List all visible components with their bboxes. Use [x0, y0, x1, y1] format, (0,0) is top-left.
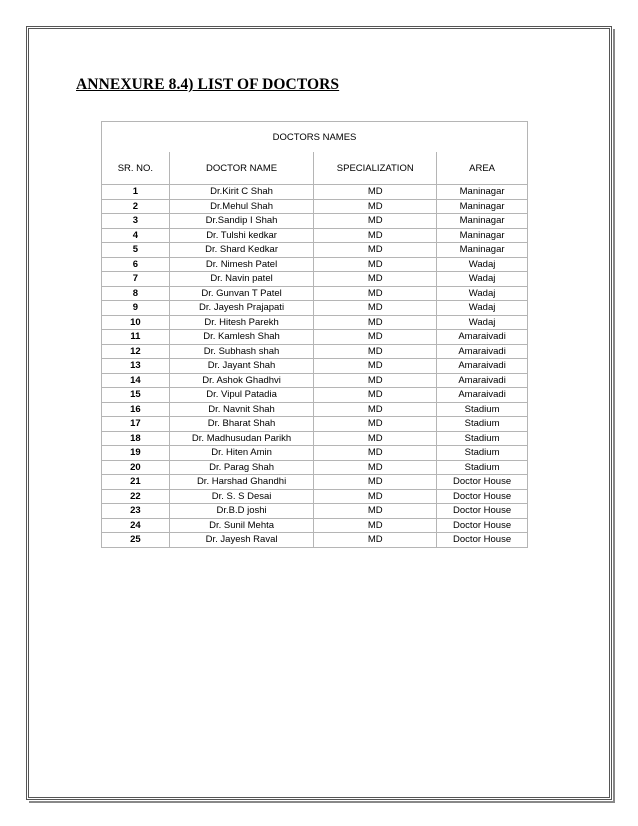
doctor-name-cell: Dr. Shard Kedkar [169, 243, 314, 258]
doctor-name-cell: Dr. S. S Desai [169, 489, 314, 504]
area-cell: Stadium [437, 402, 528, 417]
doctor-name-cell: Dr. Harshad Ghandhi [169, 475, 314, 490]
specialization-cell: MD [314, 185, 437, 200]
table-row [102, 388, 528, 403]
column-header-specialization: SPECIALIZATION [314, 152, 437, 185]
specialization-cell: MD [314, 301, 437, 316]
area-cell: Doctor House [437, 518, 528, 533]
sr-no-cell: 13 [102, 359, 170, 374]
sr-no-cell: 9 [102, 301, 170, 316]
specialization-cell: MD [314, 286, 437, 301]
doctor-name-cell: Dr.Kirit C Shah [169, 185, 314, 200]
sr-no-cell: 22 [102, 489, 170, 504]
area-cell: Stadium [437, 417, 528, 432]
sr-no-cell: 15 [102, 388, 170, 403]
area-cell: Wadaj [437, 315, 528, 330]
sr-no-cell: 19 [102, 446, 170, 461]
specialization-cell: MD [314, 504, 437, 519]
area-cell: Doctor House [437, 533, 528, 548]
doctor-name-cell: Dr. Jayant Shah [169, 359, 314, 374]
sr-no-cell: 14 [102, 373, 170, 388]
sr-no-cell: 18 [102, 431, 170, 446]
specialization-cell: MD [314, 257, 437, 272]
sr-no-cell: 23 [102, 504, 170, 519]
table-row [102, 373, 528, 388]
doctor-name-cell: Dr. Hitesh Parekh [169, 315, 314, 330]
area-cell: Wadaj [437, 286, 528, 301]
doctors-table [101, 121, 528, 548]
table-row [102, 417, 528, 432]
doctor-name-cell: Dr. Navnit Shah [169, 402, 314, 417]
table-row [102, 301, 528, 316]
sr-no-cell: 17 [102, 417, 170, 432]
specialization-cell: MD [314, 489, 437, 504]
specialization-cell: MD [314, 330, 437, 345]
specialization-cell: MD [314, 475, 437, 490]
area-cell: Maninagar [437, 199, 528, 214]
area-cell: Wadaj [437, 257, 528, 272]
specialization-cell: MD [314, 460, 437, 475]
sr-no-cell: 4 [102, 228, 170, 243]
area-cell: Wadaj [437, 272, 528, 287]
doctor-name-cell: Dr.Sandip I Shah [169, 214, 314, 229]
specialization-cell: MD [314, 344, 437, 359]
table-row [102, 315, 528, 330]
doctor-name-cell: Dr. Jayesh Prajapati [169, 301, 314, 316]
specialization-cell: MD [314, 214, 437, 229]
sr-no-cell: 20 [102, 460, 170, 475]
column-header-sr-no: SR. NO. [102, 152, 170, 185]
area-cell: Amaraivadi [437, 344, 528, 359]
doctor-name-cell: Dr. Parag Shah [169, 460, 314, 475]
specialization-cell: MD [314, 431, 437, 446]
specialization-cell: MD [314, 533, 437, 548]
table-row [102, 257, 528, 272]
area-cell: Stadium [437, 460, 528, 475]
table-row [102, 228, 528, 243]
doctor-name-cell: Dr. Kamlesh Shah [169, 330, 314, 345]
sr-no-cell: 12 [102, 344, 170, 359]
doctor-name-cell: Dr. Bharat Shah [169, 417, 314, 432]
table-row [102, 518, 528, 533]
doctor-name-cell: Dr. Ashok Ghadhvi [169, 373, 314, 388]
table-row [102, 475, 528, 490]
specialization-cell: MD [314, 228, 437, 243]
area-cell: Amaraivadi [437, 373, 528, 388]
sr-no-cell: 24 [102, 518, 170, 533]
doctor-name-cell: Dr. Sunil Mehta [169, 518, 314, 533]
table-row [102, 504, 528, 519]
specialization-cell: MD [314, 315, 437, 330]
specialization-cell: MD [314, 243, 437, 258]
table-row [102, 489, 528, 504]
sr-no-cell: 2 [102, 199, 170, 214]
specialization-cell: MD [314, 446, 437, 461]
sr-no-cell: 5 [102, 243, 170, 258]
doctor-name-cell: Dr. Hiten Amin [169, 446, 314, 461]
area-cell: Maninagar [437, 228, 528, 243]
table-row [102, 402, 528, 417]
table-row [102, 185, 528, 200]
doctor-name-cell: Dr. Jayesh Raval [169, 533, 314, 548]
sr-no-cell: 7 [102, 272, 170, 287]
doctor-name-cell: Dr. Subhash shah [169, 344, 314, 359]
table-body [102, 185, 528, 548]
page-heading: ANNEXURE 8.4) LIST OF DOCTORS [76, 76, 340, 93]
specialization-cell: MD [314, 359, 437, 374]
table-title: DOCTORS NAMES [102, 122, 528, 153]
area-cell: Stadium [437, 431, 528, 446]
table-row [102, 243, 528, 258]
doctor-name-cell: Dr. Nimesh Patel [169, 257, 314, 272]
doctor-name-cell: Dr. Vipul Patadia [169, 388, 314, 403]
column-header-area: AREA [437, 152, 528, 185]
table-row [102, 359, 528, 374]
area-cell: Maninagar [437, 243, 528, 258]
sr-no-cell: 25 [102, 533, 170, 548]
sr-no-cell: 11 [102, 330, 170, 345]
specialization-cell: MD [314, 388, 437, 403]
doctor-name-cell: Dr. Gunvan T Patel [169, 286, 314, 301]
area-cell: Stadium [437, 446, 528, 461]
table-row [102, 533, 528, 548]
table-row [102, 330, 528, 345]
sr-no-cell: 16 [102, 402, 170, 417]
table-row [102, 446, 528, 461]
doctor-name-cell: Dr.Mehul Shah [169, 199, 314, 214]
area-cell: Doctor House [437, 475, 528, 490]
sr-no-cell: 8 [102, 286, 170, 301]
specialization-cell: MD [314, 518, 437, 533]
table-row [102, 344, 528, 359]
doctor-name-cell: Dr.B.D joshi [169, 504, 314, 519]
table-row [102, 272, 528, 287]
specialization-cell: MD [314, 199, 437, 214]
doctor-name-cell: Dr. Tulshi kedkar [169, 228, 314, 243]
area-cell: Maninagar [437, 185, 528, 200]
table-row [102, 431, 528, 446]
specialization-cell: MD [314, 272, 437, 287]
sr-no-cell: 1 [102, 185, 170, 200]
sr-no-cell: 21 [102, 475, 170, 490]
area-cell: Amaraivadi [437, 359, 528, 374]
area-cell: Amaraivadi [437, 388, 528, 403]
area-cell: Doctor House [437, 489, 528, 504]
specialization-cell: MD [314, 373, 437, 388]
specialization-cell: MD [314, 402, 437, 417]
doctor-name-cell: Dr. Navin patel [169, 272, 314, 287]
table-row [102, 199, 528, 214]
area-cell: Wadaj [437, 301, 528, 316]
table-row [102, 460, 528, 475]
column-header-doctor-name: DOCTOR NAME [169, 152, 314, 185]
doctor-name-cell: Dr. Madhusudan Parikh [169, 431, 314, 446]
sr-no-cell: 10 [102, 315, 170, 330]
area-cell: Maninagar [437, 214, 528, 229]
table-row [102, 214, 528, 229]
area-cell: Amaraivadi [437, 330, 528, 345]
table-row [102, 286, 528, 301]
sr-no-cell: 6 [102, 257, 170, 272]
sr-no-cell: 3 [102, 214, 170, 229]
specialization-cell: MD [314, 417, 437, 432]
area-cell: Doctor House [437, 504, 528, 519]
